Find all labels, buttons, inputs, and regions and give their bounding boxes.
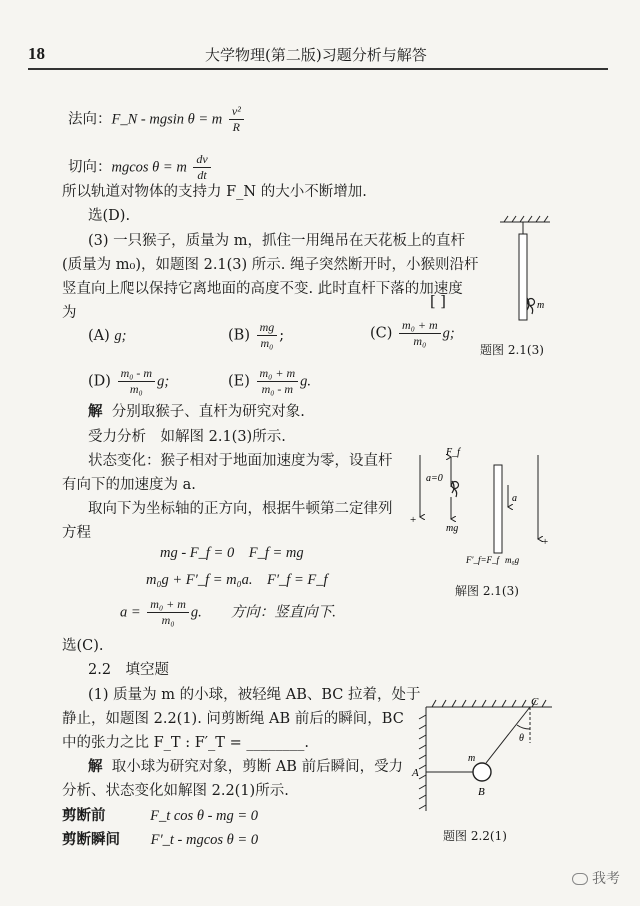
wechat-icon: [572, 873, 588, 885]
equation-3: a = $\frac{\text{m₀ + m}}{\text{m₀}}$ g. 方向：竖直向下.: [120, 597, 336, 627]
problem4-line2: 静止，如题图 2.2(1). 问剪断绳 AB 前后的瞬间，BC: [62, 711, 404, 727]
conclusion-text: 所以轨道对物体的支持力 F_N 的大小不断增加.: [62, 184, 367, 200]
fig-bottom-label: F′_f=F_f: [466, 555, 500, 565]
theta-arc: [517, 725, 530, 729]
problem3-line4: 为: [62, 305, 77, 321]
problem4-solution-line2: 分析、状态变化如解图 2.2(1)所示.: [62, 783, 289, 799]
problem4-solution-line1: 解 取小球为研究对象，剪断 AB 前后瞬间，受力: [88, 758, 404, 775]
fig-label-m: m: [537, 300, 545, 311]
option-e: (E) $\frac{\text{m₀ + m}}{\text{m₀ - m}}$ g.: [228, 366, 311, 396]
monkey-free-body-icon: [452, 481, 459, 497]
figure-force-diagram: [408, 445, 558, 565]
choice-d: 选(D).: [88, 208, 131, 224]
ceiling-wall-hatch: [419, 700, 552, 811]
fig-c-label: C: [531, 696, 539, 708]
fig-mg-label: mg: [446, 523, 459, 534]
axis-line1: 取向下为坐标轴的正方向，根据牛顿第二定律列: [88, 501, 393, 517]
figure-caption-2-1-3: 题图 2.1(3): [480, 343, 544, 357]
answer-bracket: [ ]: [430, 294, 446, 310]
monkey-icon: [527, 298, 535, 314]
problem3-line2: (质量为 m₀)，如题图 2.1(3) 所示. 绳子突然断开时，小猴则沿杆: [62, 257, 479, 273]
page-number: 18: [28, 44, 45, 63]
figure-rod-monkey: [490, 212, 570, 322]
tangent-equation: 切向：mgcos θ = m $\frac{dv}{dt}$: [68, 152, 213, 183]
option-a: (A) g;: [88, 328, 127, 344]
fig-plus-left: +: [410, 514, 417, 526]
fig-m0g-label: m₀g: [505, 555, 520, 565]
figure-caption-2-2-1: 题图 2.2(1): [443, 829, 507, 843]
figure-caption-solution-2-1-3: 解图 2.1(3): [455, 584, 519, 598]
fig-a-label: a: [512, 493, 517, 504]
fig-theta-label: θ: [519, 733, 524, 744]
solution3-intro: 解 分别取猴子、直杆为研究对象.: [88, 403, 305, 420]
problem4-line1: (1) 质量为 m 的小球，被轻绳 AB、BC 拉着，处于: [88, 687, 421, 703]
problem3-line3: 竖直向上爬以保持它离地面的高度不变. 此时直杆下落的加速度: [62, 281, 463, 297]
equation-1: mg - F_f = 0 F_f = mg: [160, 545, 304, 561]
option-d: (D) $\frac{\text{m₀ - m}}{\text{m₀}}$ g;: [88, 366, 170, 396]
after-cut: 剪断瞬间 F′_t - mgcos θ = 0: [62, 831, 259, 848]
fig-ff-label: F_f: [446, 447, 460, 458]
fig-b-label: B: [478, 786, 485, 798]
rod: [519, 234, 527, 320]
axis-line2: 方程: [62, 525, 91, 541]
problem3-line1: (3) 一只猴子，质量为 m，抓住一用绳吊在天花板上的直杆: [88, 233, 466, 249]
ceiling-hatch: [500, 216, 550, 222]
state-change-line1: 状态变化：猴子相对于地面加速度为零，设直杆: [88, 453, 393, 469]
figure-ball-strings: [412, 695, 572, 815]
fig-m-label: m: [468, 753, 476, 764]
problem4-line3: 中的张力之比 F_T : F′_T = ________.: [62, 735, 309, 751]
force-analysis: 受力分析 如解图 2.1(3)所示.: [88, 429, 286, 445]
book-title: 大学物理(第二版)习题分析与解答: [205, 46, 427, 64]
choice-c: 选(C).: [62, 638, 104, 654]
ball: [473, 763, 491, 781]
state-change-line2: 有向下的加速度为 a.: [62, 477, 196, 493]
option-b: (B) $\frac{mg}{\text{m₀}}$ ;: [228, 320, 285, 350]
section-heading: 2.2 填空题: [88, 662, 170, 678]
fig-a-label: A: [412, 767, 419, 779]
watermark: 我考: [572, 868, 620, 888]
header-rule: [28, 68, 608, 70]
fig-plus-right: +: [542, 536, 549, 548]
rod-free-body: [494, 465, 502, 553]
fig-a0-label: a=0: [426, 473, 443, 484]
normal-equation: 法向：F_N - mgsin θ = m $\frac{\text{v²}}{R}$: [68, 104, 246, 135]
before-cut: 剪断前 F_t cos θ - mg = 0: [62, 807, 259, 824]
option-c: (C) $\frac{\text{m₀ + m}}{\text{m₀}}$ g;: [370, 318, 455, 348]
equation-2: m₀g + F′_f = m₀a. F′_f = F_f: [146, 572, 328, 588]
